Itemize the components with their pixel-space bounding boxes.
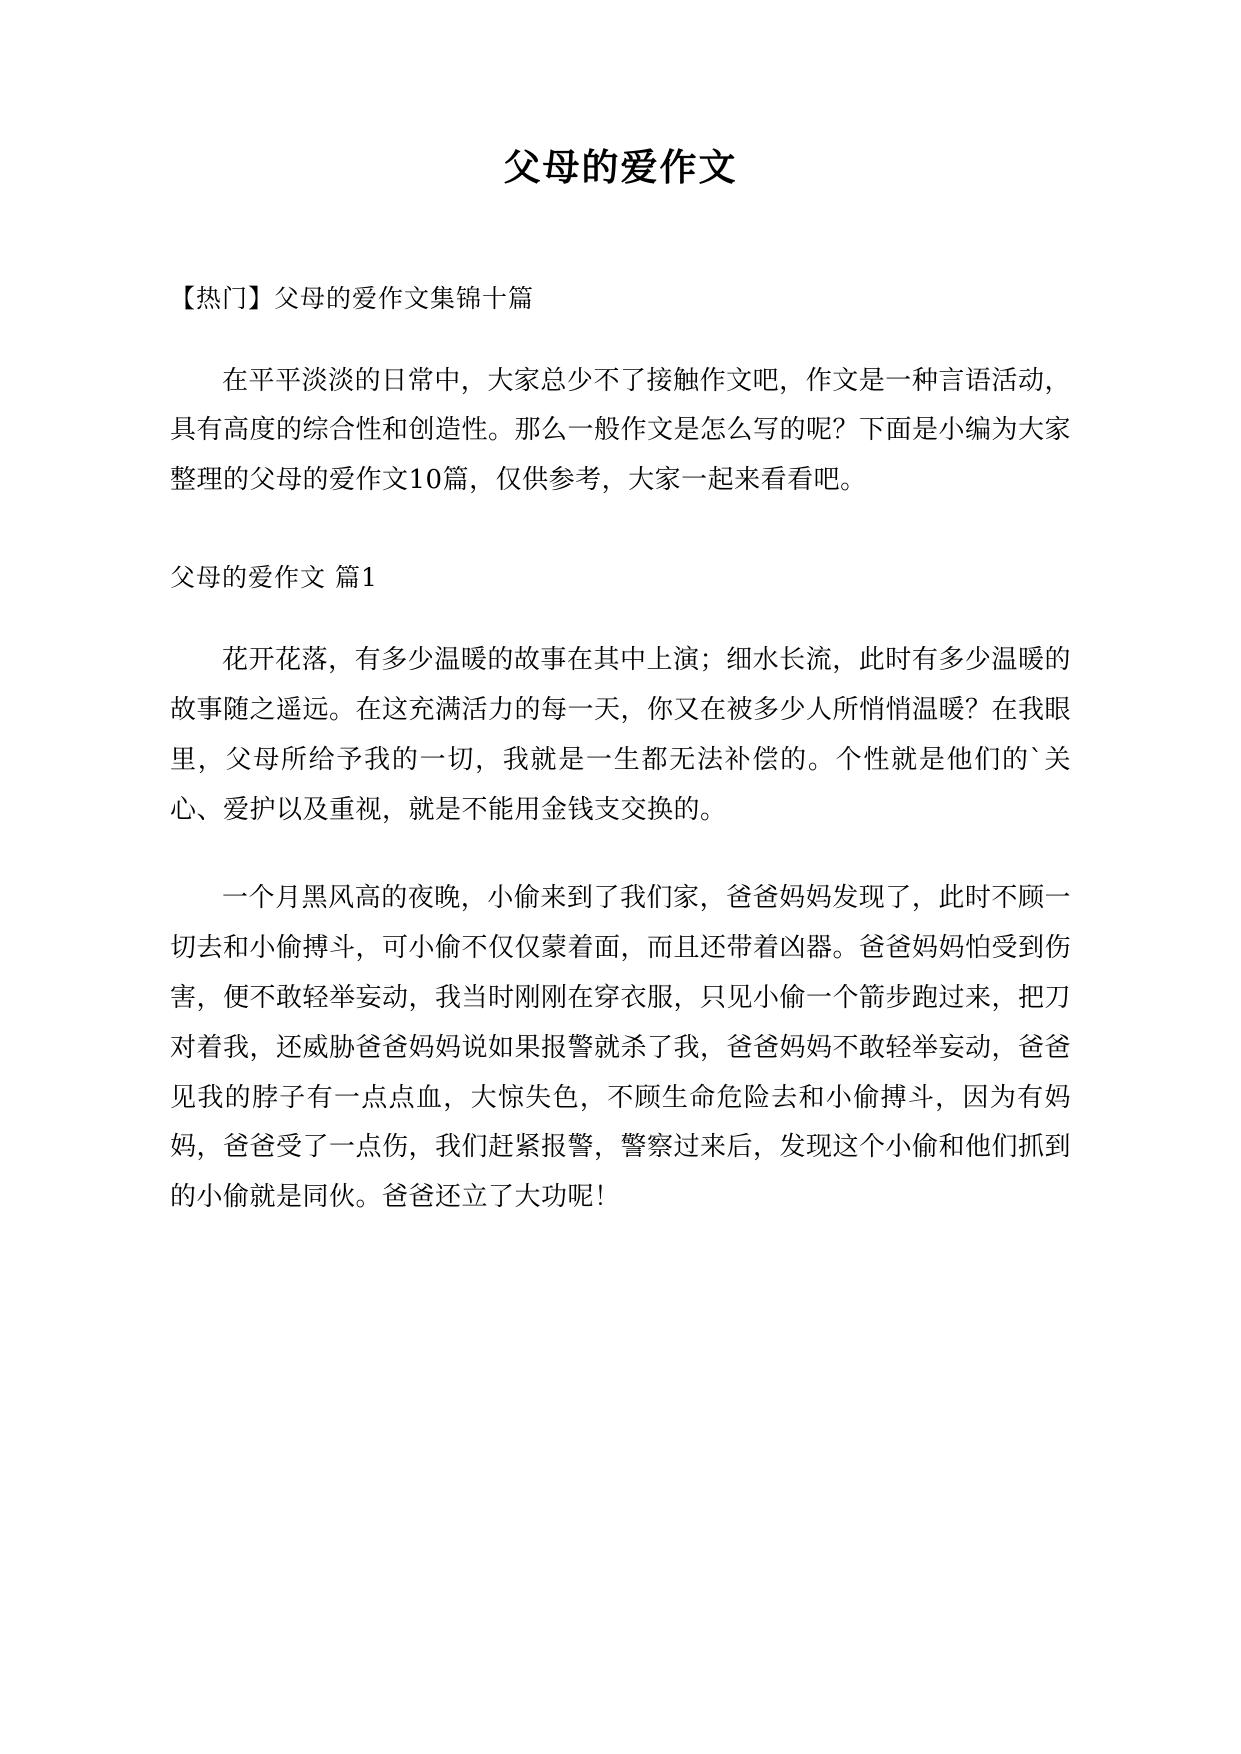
section-1-paragraph-1: 花开花落，有多少温暖的故事在其中上演；细水长流，此时有多少温暖的故事随之遥远。在这充满活力的每一天，你又在被多少人所悄悄温暖？在我眼里，父母所给予我的一切，我就是一生都无法补偿的。个性就是他们的`关心、爱护以及重视，就是不能用金钱支交换的。 xyxy=(170,645,1072,825)
section-heading-1: 父母的爱作文 篇1 xyxy=(170,563,378,593)
section-1-paragraph-2: 一个月黑风高的夜晚，小偷来到了我们家，爸爸妈妈发现了，此时不顾一切去和小偷搏斗，可小偷不仅仅蒙着面，而且还带着凶器。爸爸妈妈怕受到伤害，便不敢轻举妄动，我当时刚刚在穿衣服，只见小偷一个箭步跑过来，把刀对着我，还威胁爸爸妈妈说如果报警就杀了我，爸爸妈妈不敢轻举妄动，爸爸见我的脖子有一点点血，大惊失色，不顾生命危险去和小偷搏斗，因为有妈妈，爸爸受了一点伤，我们赶紧报警，警察过来后，发现这个小偷和他们抓到的小偷就是同伙。爸爸还立了大功呢！ xyxy=(170,882,1072,1213)
page-title: 父母的爱作文 xyxy=(503,145,738,189)
intro-paragraph: 在平平淡淡的日常中，大家总少不了接触作文吧，作文是一种言语活动，具有高度的综合性和创造性。那么一般作文是怎么写的呢？下面是小编为大家整理的父母的爱作文10篇，仅供参考，大家一起来看看吧。 xyxy=(170,365,1072,496)
document-subtitle: 【热门】父母的爱作文集锦十篇 xyxy=(170,283,535,313)
